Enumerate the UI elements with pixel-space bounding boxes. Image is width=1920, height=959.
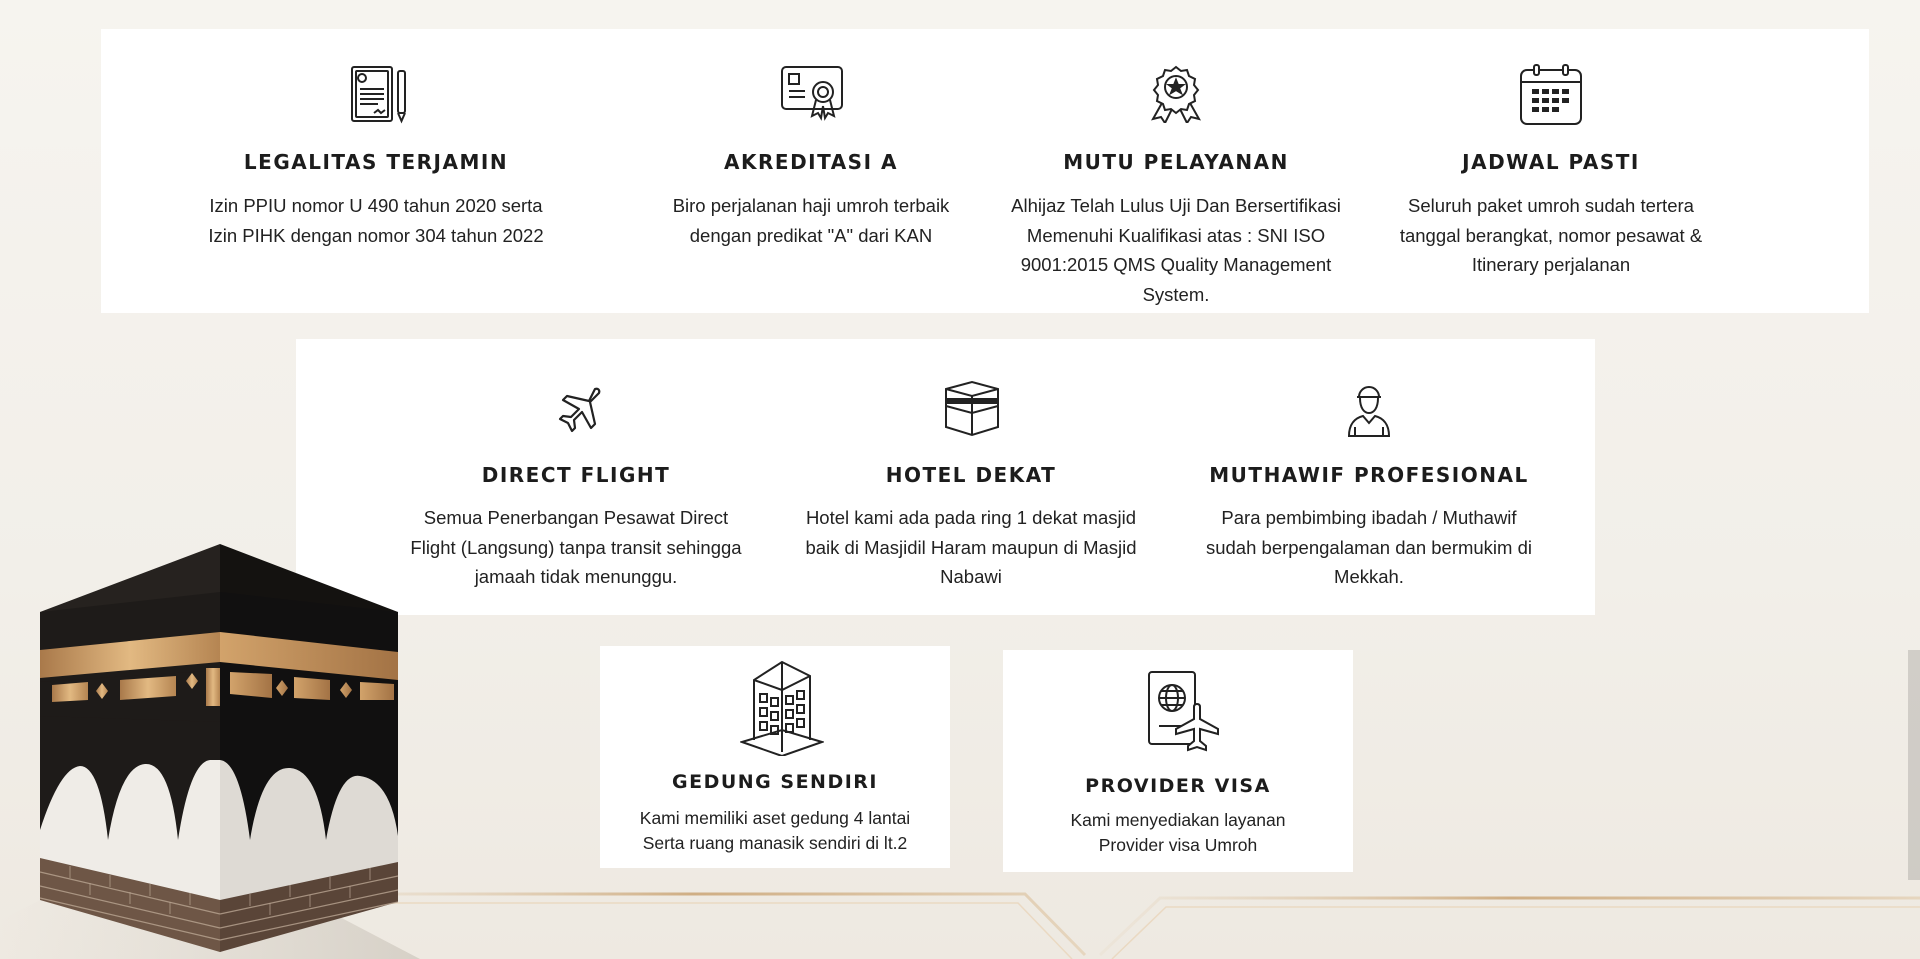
feature-title: DIRECT FLIGHT xyxy=(481,463,671,487)
guide-person-icon xyxy=(1346,381,1392,437)
kaaba-icon xyxy=(941,379,1003,437)
feature-jadwal-pasti xyxy=(1361,29,1741,313)
feature-description: Kami memiliki aset gedung 4 lantai Serta ruang manasik sendiri di lt.2 xyxy=(639,808,911,853)
certificate-icon xyxy=(779,63,845,121)
feature-legalitas xyxy=(196,29,556,313)
feature-title: PROVIDER VISA xyxy=(1085,775,1271,797)
kaaba-illustration xyxy=(0,540,420,959)
feature-title: HOTEL DEKAT xyxy=(885,463,1057,487)
feature-direct-flight xyxy=(391,339,761,615)
feature-description: Hotel kami ada pada ring 1 dekat masjid baik di Masjidil Haram maupun di Masjid Nabawi xyxy=(805,507,1137,587)
feature-gedung-sendiri xyxy=(600,646,950,868)
award-medal-icon xyxy=(1148,65,1204,123)
document-pen-icon xyxy=(348,63,412,127)
feature-title: MUTHAWIF PROFESIONAL xyxy=(1209,463,1529,487)
feature-description: Seluruh paket umroh sudah tertera tanggal berangkat, nomor pesawat & Itinerary perjalanan xyxy=(1399,195,1703,275)
feature-title: AKREDITASI A xyxy=(724,150,898,174)
feature-title: GEDUNG SENDIRI xyxy=(672,771,878,793)
passport-plane-icon xyxy=(1145,670,1225,756)
feature-title: LEGALITAS TERJAMIN xyxy=(243,150,509,174)
feature-description: Biro perjalanan haji umroh terbaik dengan predikat "A" dari KAN xyxy=(672,195,950,246)
feature-muthawif-profesional xyxy=(1184,339,1554,615)
feature-description: Para pembimbing ibadah / Muthawif sudah berpengalaman dan bermukim di Mekkah. xyxy=(1205,507,1532,587)
features-panel-row-1 xyxy=(101,29,1869,313)
feature-hotel-dekat xyxy=(786,339,1156,615)
features-panel-row-2 xyxy=(296,339,1595,615)
feature-description: Alhijaz Telah Lulus Uji Dan Bersertifikasi Memenuhi Kualifikasi atas : SNI ISO 9001:2015 QMS Quality Management System. xyxy=(1011,195,1341,305)
feature-akreditasi xyxy=(631,29,991,313)
feature-title: JADWAL PASTI xyxy=(1462,150,1640,174)
feature-description: Izin PPIU nomor U 490 tahun 2020 serta Izin PIHK dengan nomor 304 tahun 2022 xyxy=(208,195,544,246)
feature-provider-visa xyxy=(1003,650,1353,872)
calendar-icon xyxy=(1518,63,1584,127)
feature-description: Semua Penerbangan Pesawat Direct Flight (Langsung) tanpa transit sehingga jamaah tidak menunggu. xyxy=(410,507,742,587)
feature-title: MUTU PELAYANAN xyxy=(1063,150,1289,174)
feature-description: Kami menyediakan layanan Provider visa Umroh xyxy=(1070,810,1286,855)
airplane-icon xyxy=(551,385,603,437)
building-icon xyxy=(740,660,824,756)
feature-mutu-pelayanan xyxy=(986,29,1366,313)
